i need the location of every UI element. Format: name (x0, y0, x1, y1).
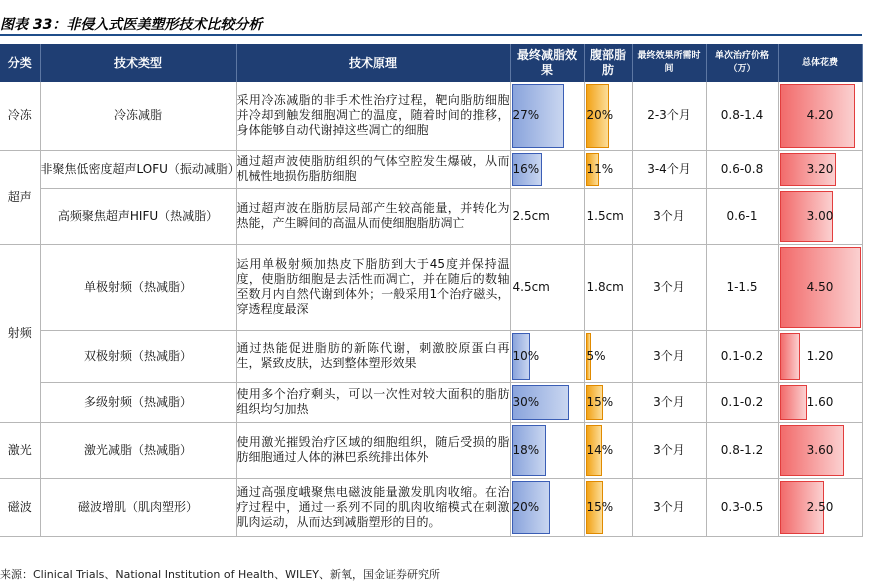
cost-value: 1.60 (806, 394, 834, 409)
comparison-table (0, 44, 863, 537)
belly-fat-cell (584, 150, 632, 188)
cost-cell (778, 244, 862, 330)
principle-cell: 通过高强度峨聚焦电磁波能量激发肌肉收缩。在治疗过程中，通过一系列不同的肌肉收缩模式在刺激肌肉运动，从而达到减脂塑形的目的。 (236, 478, 510, 536)
header-price: 单次治疗价格（万） (706, 44, 778, 82)
tech-type-cell: 冷冻减脂 (40, 82, 236, 150)
time-cell: 3-4个月 (632, 150, 706, 188)
tech-type-cell: 多级射频（热减脂） (40, 382, 236, 422)
max-fat-cell-value: 30% (512, 394, 540, 409)
header-max-fat: 最终减脂效果 (510, 44, 584, 82)
time-cell: 3个月 (632, 422, 706, 478)
category-cell: 磁波 (0, 478, 40, 536)
belly-fat-cell-value: 11% (586, 161, 614, 176)
table-row (0, 150, 862, 188)
cost-value: 3.20 (806, 161, 834, 176)
price-cell: 0.1-0.2 (706, 382, 778, 422)
header-time: 最终效果所需时间 (632, 44, 706, 82)
time-cell: 3个月 (632, 330, 706, 382)
max-fat-cell (510, 478, 584, 536)
belly-fat-cell-value: 15% (586, 394, 614, 409)
table-row (0, 478, 862, 536)
price-cell: 0.6-1 (706, 188, 778, 244)
principle-cell: 通过热能促进脂肪的新陈代谢，刺激胶原蛋白再生，紧致皮肤，达到整体塑形效果 (236, 330, 510, 382)
belly-fat-cell (584, 478, 632, 536)
price-cell: 1-1.5 (706, 244, 778, 330)
category-cell: 冷冻 (0, 82, 40, 150)
header-belly-fat: 腹部脂肪 (584, 44, 632, 82)
category-cell: 超声 (0, 150, 40, 244)
belly-fat-cell (584, 82, 632, 150)
max-fat-cell (510, 188, 584, 244)
time-cell: 2-3个月 (632, 82, 706, 150)
figure-title: 图表 33：非侵入式医美塑形技术比较分析 (0, 17, 263, 33)
cost-value: 2.50 (806, 499, 834, 514)
max-fat-cell-value: 18% (512, 442, 540, 457)
category-cell: 射频 (0, 244, 40, 422)
max-fat-cell (510, 82, 584, 150)
max-fat-cell-value: 4.5cm (512, 279, 550, 294)
price-cell: 0.1-0.2 (706, 330, 778, 382)
table-row (0, 82, 862, 150)
cost-cell (778, 188, 862, 244)
header-category: 分类 (0, 44, 40, 82)
table-row (0, 188, 862, 244)
tech-type-cell: 非聚焦低密度超声LOFU（振动减脂） (40, 150, 236, 188)
belly-fat-cell (584, 422, 632, 478)
principle-cell: 通过超声波使脂肪组织的气体空腔发生爆破，从而机械性地损伤脂肪细胞 (236, 150, 510, 188)
title-rule (0, 34, 862, 36)
price-cell: 0.6-0.8 (706, 150, 778, 188)
tech-type-cell: 磁波增肌（肌肉塑形） (40, 478, 236, 536)
price-cell: 0.8-1.4 (706, 82, 778, 150)
max-fat-cell-value: 20% (512, 499, 540, 514)
belly-fat-cell (584, 330, 632, 382)
time-cell: 3个月 (632, 244, 706, 330)
belly-fat-cell-value: 5% (586, 348, 606, 363)
tech-type-cell: 单极射频（热减脂） (40, 244, 236, 330)
price-cell: 0.8-1.2 (706, 422, 778, 478)
belly-fat-cell-value: 20% (586, 108, 614, 123)
header-cost: 总体花费 (778, 44, 862, 82)
belly-fat-cell (584, 188, 632, 244)
belly-fat-cell-value: 14% (586, 442, 614, 457)
time-cell: 3个月 (632, 188, 706, 244)
max-fat-cell (510, 422, 584, 478)
cost-value: 4.20 (806, 108, 834, 123)
belly-fat-cell-value: 1.8cm (586, 279, 624, 294)
belly-fat-cell-value: 15% (586, 499, 614, 514)
header-principle: 技术原理 (236, 44, 510, 82)
max-fat-cell (510, 382, 584, 422)
belly-fat-cell (584, 244, 632, 330)
time-cell: 3个月 (632, 478, 706, 536)
max-fat-cell-value: 16% (512, 161, 540, 176)
principle-cell: 通过超声波在脂肪层局部产生较高能量，并转化为热能，产生瞬间的高温从而使细胞脂肪凋亡 (236, 188, 510, 244)
cost-cell (778, 82, 862, 150)
max-fat-cell-value: 2.5cm (512, 208, 550, 223)
header-tech-type: 技术类型 (40, 44, 236, 82)
cost-cell (778, 150, 862, 188)
belly-fat-cell-value: 1.5cm (586, 208, 624, 223)
table-row (0, 382, 862, 422)
principle-cell: 使用多个治疗剩头，可以一次性对较大面积的脂肪组织均匀加热 (236, 382, 510, 422)
max-fat-cell (510, 244, 584, 330)
max-fat-cell (510, 150, 584, 188)
time-cell: 3个月 (632, 382, 706, 422)
table-row (0, 330, 862, 382)
tech-type-cell: 双极射频（热减脂） (40, 330, 236, 382)
cost-cell (778, 478, 862, 536)
price-cell: 0.3-0.5 (706, 478, 778, 536)
cost-value: 3.60 (806, 442, 834, 457)
principle-cell: 使用激光摧毁治疗区域的细胞组织，随后受损的脂肪细胞通过人体的淋巴系统排出体外 (236, 422, 510, 478)
max-fat-cell-value: 27% (512, 108, 540, 123)
max-fat-cell (510, 330, 584, 382)
cost-value: 1.20 (806, 348, 834, 363)
principle-cell: 运用单极射频加热皮下脂肪到大于45度并保持温度，使脂肪细胞是去活性而凋亡，并在随后的数轴至数月内自然代谢到体外；一般采用1个治疗磁头，穿透程度最深 (236, 244, 510, 330)
table-row (0, 422, 862, 478)
cost-cell (778, 330, 862, 382)
tech-type-cell: 高频聚焦超声HIFU（热减脂） (40, 188, 236, 244)
cost-cell (778, 422, 862, 478)
cost-value: 3.00 (806, 208, 834, 223)
max-fat-cell-value: 10% (512, 348, 540, 363)
category-cell: 激光 (0, 422, 40, 478)
cost-cell (778, 382, 862, 422)
tech-type-cell: 激光减脂（热减脂） (40, 422, 236, 478)
belly-fat-cell (584, 382, 632, 422)
cost-value: 4.50 (806, 279, 834, 294)
principle-cell: 采用冷冻减脂的非手术性治疗过程，靶向脂肪细胞并冷却到触发细胞凋亡的温度，随着时间的推移，身体能够自动代谢掉这些凋亡的细胞 (236, 82, 510, 150)
source-note: 来源：Clinical Trials、National Institution of Health、WILEY、新氧，国金证券研究所 (0, 568, 441, 581)
table-row (0, 244, 862, 330)
